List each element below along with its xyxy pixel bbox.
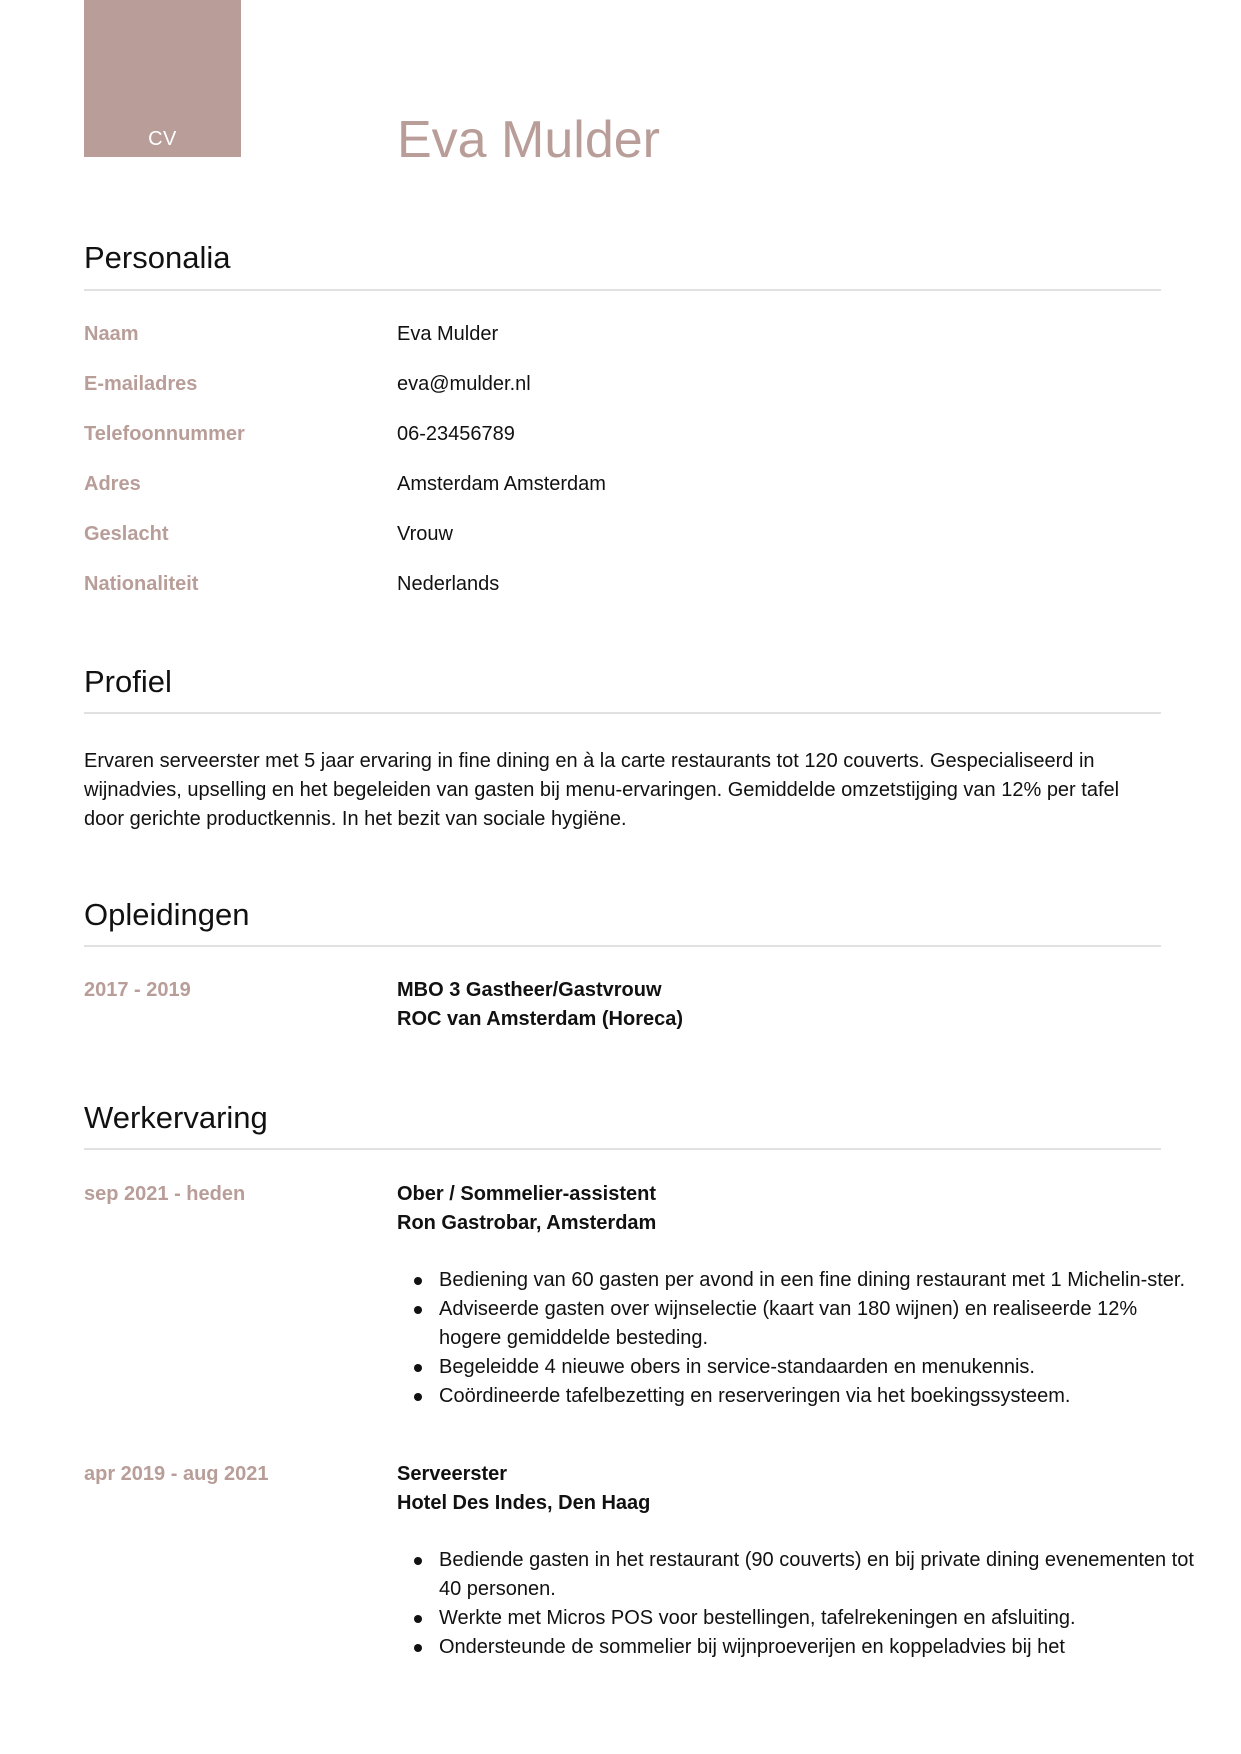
education-period: 2017 - 2019: [84, 979, 191, 1001]
label-email: E-mailadres: [84, 373, 198, 395]
photo-placeholder: [84, 0, 241, 157]
value-naam: Eva Mulder: [397, 323, 499, 345]
job-bullet-list: [397, 1546, 1199, 1662]
value-geslacht: Vrouw: [397, 523, 453, 545]
list-item: Bediening van 60 gasten per avond in een fine dining restaurant met 1 Michelin-ster.: [439, 1266, 1199, 1295]
section-title-personalia: Personalia: [84, 240, 231, 275]
list-item: Werkte met Micros POS voor bestellingen, tafelrekeningen en afsluiting.: [439, 1604, 1199, 1633]
job-role: Ober / Sommelier-assistent: [397, 1183, 656, 1205]
value-telefoon: 06-23456789: [397, 423, 515, 445]
candidate-name: Eva Mulder: [397, 111, 660, 169]
label-adres: Adres: [84, 473, 141, 495]
label-nationaliteit: Nationaliteit: [84, 573, 199, 595]
list-item: Coördineerde tafelbezetting en reserveringen via het boekingssysteem.: [439, 1382, 1199, 1411]
section-divider: [84, 945, 1161, 947]
list-item: Ondersteunde de sommelier bij wijnproeverijen en koppeladvies bij het: [439, 1633, 1199, 1662]
education-school: ROC van Amsterdam (Horeca): [397, 1008, 684, 1030]
label-naam: Naam: [84, 323, 139, 345]
value-adres: Amsterdam Amsterdam: [397, 473, 606, 495]
section-divider: [84, 712, 1161, 714]
job-employer: Ron Gastrobar, Amsterdam: [397, 1212, 657, 1234]
label-geslacht: Geslacht: [84, 523, 169, 545]
job-period: apr 2019 - aug 2021: [84, 1463, 269, 1485]
section-divider: [84, 289, 1161, 291]
list-item: Begeleidde 4 nieuwe obers in service-standaarden en menukennis.: [439, 1353, 1199, 1382]
section-divider: [84, 1148, 1161, 1150]
section-title-werkervaring: Werkervaring: [84, 1100, 268, 1135]
list-item: Bediende gasten in het restaurant (90 couverts) en bij private dining evenementen tot 40 personen.: [439, 1546, 1199, 1604]
job-role: Serveerster: [397, 1463, 508, 1485]
profile-text: Ervaren serveerster met 5 jaar ervaring in fine dining en à la carte restaurants tot 120 couverts. Gespecialiseerd in wijnadvies, upselling en het begeleiden van gasten bij menu-ervaringen. Gemiddelde omzetstijging van 12% per tafel door gerichte productkennis. In het bezit van sociale hygiëne.: [84, 750, 1120, 830]
list-item: Adviseerde gasten over wijnselectie (kaart van 180 wijnen) en realiseerde 12% hogere gemiddelde besteding.: [439, 1295, 1199, 1353]
section-title-profiel: Profiel: [84, 664, 172, 699]
job-bullet-list: [397, 1266, 1199, 1411]
education-degree: MBO 3 Gastheer/Gastvrouw: [397, 979, 662, 1001]
job-period: sep 2021 - heden: [84, 1183, 246, 1205]
section-title-opleidingen: Opleidingen: [84, 897, 250, 932]
label-telefoon: Telefoonnummer: [84, 423, 245, 445]
job-employer: Hotel Des Indes, Den Haag: [397, 1492, 651, 1514]
value-nationaliteit: Nederlands: [397, 573, 500, 595]
value-email: eva@mulder.nl: [397, 373, 531, 395]
photo-label: CV: [148, 128, 177, 150]
